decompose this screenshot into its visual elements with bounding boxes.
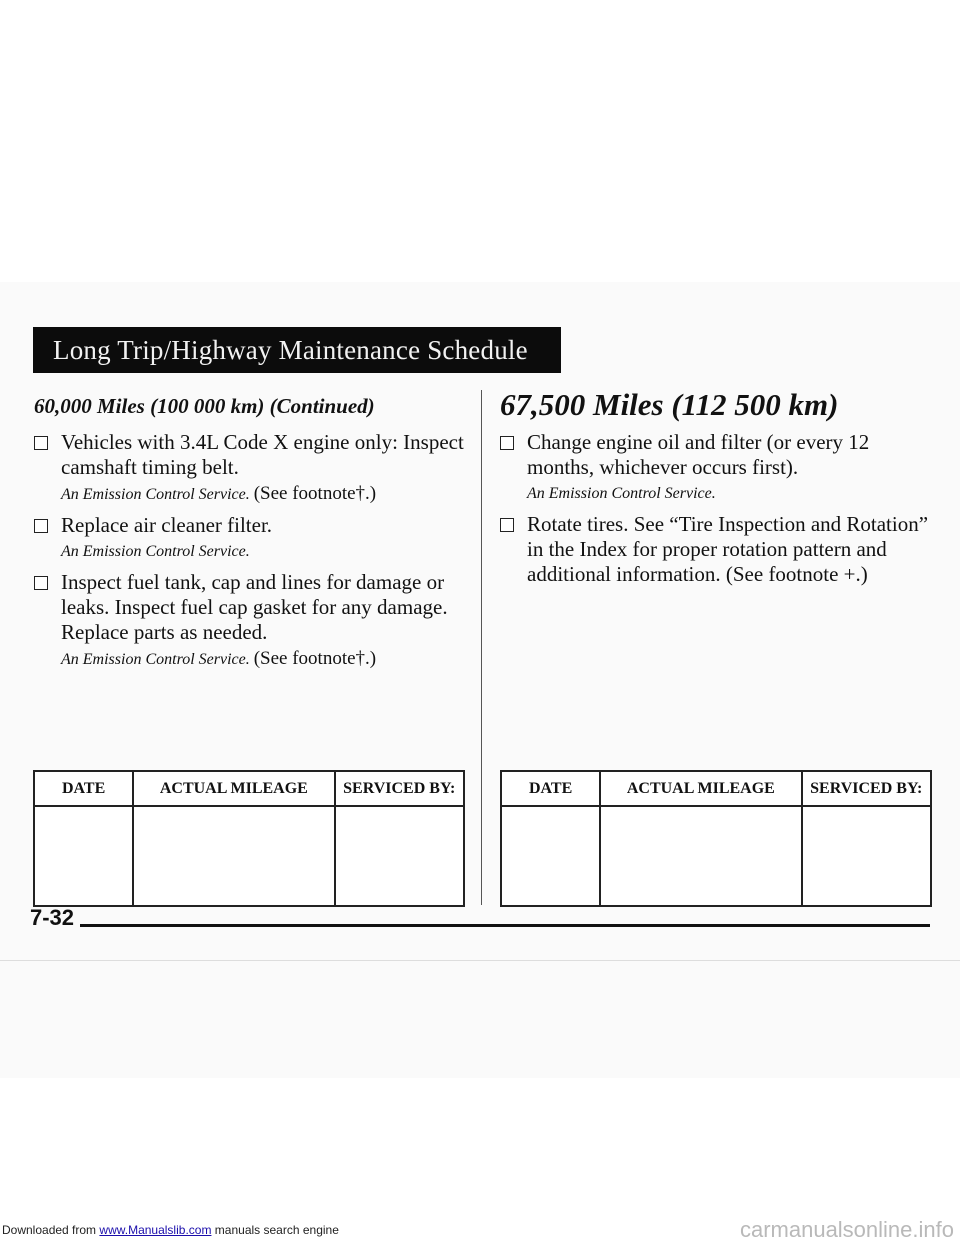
table-header-row xyxy=(501,771,931,806)
item-note xyxy=(61,647,464,672)
serviced-by-cell[interactable] xyxy=(335,806,465,906)
checkbox-icon[interactable] xyxy=(500,518,514,532)
item-note xyxy=(61,540,464,564)
download-suffix: manuals search engine xyxy=(214,1223,339,1237)
column-header-serviced-by: SERVICED BY: xyxy=(802,771,932,806)
item-text: Rotate tires. See “Tire Inspection and Rotation” in the Index for proper rotation pattern and additional information. (See footnote +.) xyxy=(527,512,929,586)
service-log-table-right xyxy=(500,770,932,907)
serviced-by-cell[interactable] xyxy=(802,806,932,906)
download-prefix: Downloaded from xyxy=(2,1223,97,1237)
checklist-item xyxy=(500,512,930,587)
section-heading-60000: 60,000 Miles (100 000 km) (Continued) xyxy=(34,394,375,418)
checkbox-icon[interactable] xyxy=(34,576,48,590)
item-text: Replace air cleaner filter. xyxy=(61,513,273,537)
mileage-cell[interactable] xyxy=(600,806,801,906)
table-row xyxy=(501,806,931,906)
checkbox-icon[interactable] xyxy=(34,436,48,450)
date-cell[interactable] xyxy=(34,806,133,906)
column-header-serviced-by: SERVICED BY: xyxy=(335,771,465,806)
item-text: Vehicles with 3.4L Code X engine only: Inspect camshaft timing belt. xyxy=(61,430,464,479)
left-column xyxy=(34,392,464,678)
watermark: carmanualsonline.info xyxy=(739,1217,954,1242)
manualslib-link[interactable]: www.Manualslib.com xyxy=(99,1223,212,1237)
item-text: Change engine oil and filter (or every 12 months, whichever occurs first). xyxy=(527,430,870,479)
item-text: Inspect fuel tank, cap and lines for damage or leaks. Inspect fuel cap gasket for any damage. Replace parts as needed. xyxy=(61,570,448,644)
service-log-table-left xyxy=(33,770,465,907)
checkbox-icon[interactable] xyxy=(34,519,48,533)
section-banner: Long Trip/Highway Maintenance Schedule xyxy=(33,327,561,373)
emission-note: An Emission Control Service. xyxy=(527,485,716,502)
column-header-mileage: ACTUAL MILEAGE xyxy=(133,771,334,806)
checklist-item xyxy=(34,430,464,507)
mileage-cell[interactable] xyxy=(133,806,334,906)
checklist-item xyxy=(500,430,930,506)
column-header-date: DATE xyxy=(501,771,600,806)
checkbox-icon[interactable] xyxy=(500,436,514,450)
item-note xyxy=(527,482,930,506)
emission-note: An Emission Control Service. xyxy=(61,543,250,560)
emission-note: An Emission Control Service. xyxy=(61,651,250,668)
checklist-item xyxy=(34,570,464,672)
date-cell[interactable] xyxy=(501,806,600,906)
download-footer xyxy=(0,1218,960,1242)
download-credit xyxy=(2,1218,339,1242)
table-header-row xyxy=(34,771,464,806)
column-header-date: DATE xyxy=(34,771,133,806)
checklist-item xyxy=(34,513,464,564)
footnote-ref: (See footnote†.) xyxy=(253,483,377,504)
section-heading-67500: 67,500 Miles (112 500 km) xyxy=(500,387,839,422)
column-divider xyxy=(481,390,482,905)
table-row xyxy=(34,806,464,906)
item-note xyxy=(61,482,464,507)
scan-line xyxy=(0,960,960,961)
emission-note: An Emission Control Service. xyxy=(61,486,250,503)
footnote-ref: (See footnote†.) xyxy=(253,648,377,669)
column-header-mileage: ACTUAL MILEAGE xyxy=(600,771,801,806)
manual-page xyxy=(0,282,960,1078)
footer-rule xyxy=(80,924,930,927)
right-column xyxy=(500,387,930,593)
page-number: 7-32 xyxy=(30,905,75,930)
